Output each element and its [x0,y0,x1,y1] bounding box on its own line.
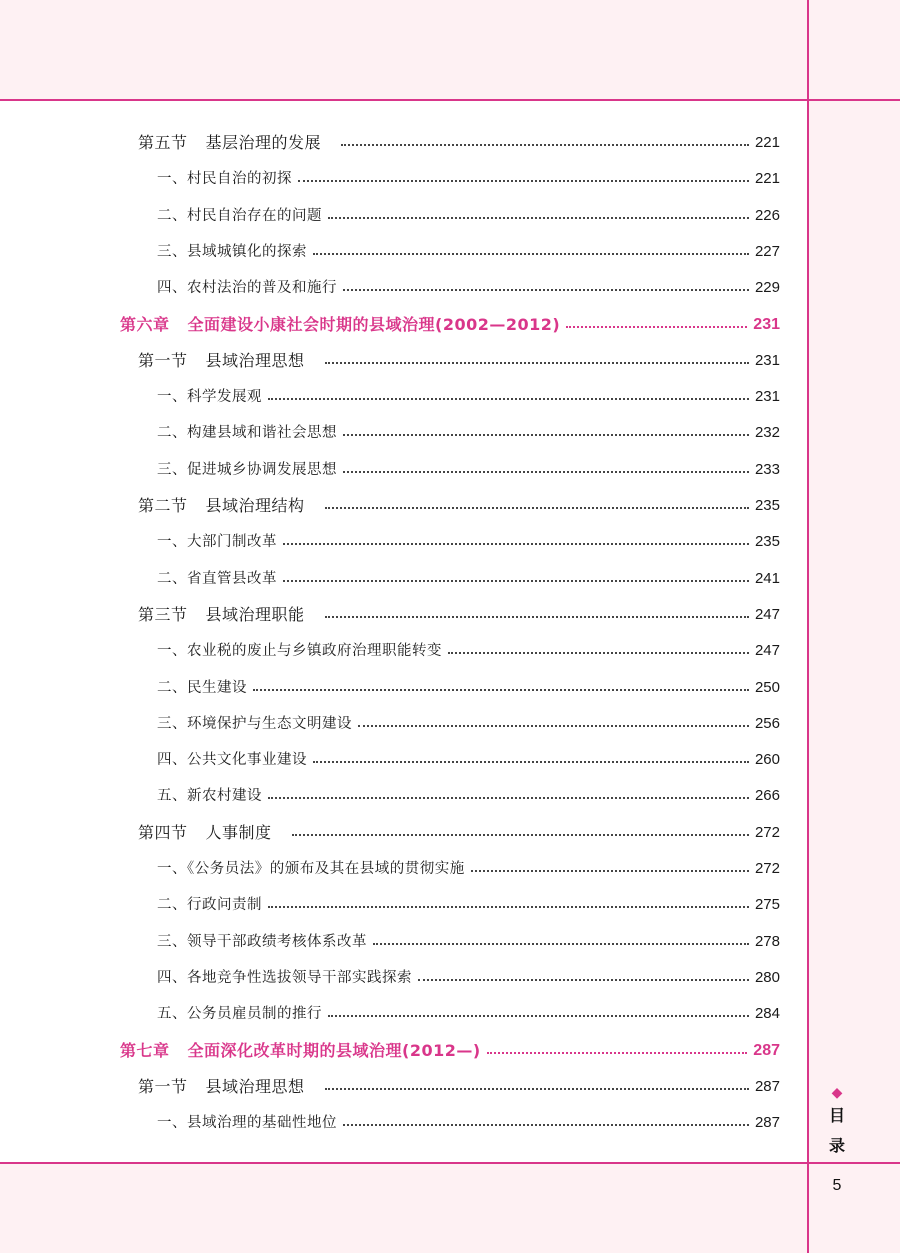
toc-leader-dots [343,1124,749,1126]
toc-page: 272 [754,860,780,877]
toc-title: 县域治理职能 [205,604,305,624]
toc-title: 五、公务员雇员制的推行 [157,1006,322,1023]
side-char-1: 目 [828,1106,845,1125]
toc-page: 235 [754,497,780,514]
toc-title: 三、促进城乡协调发展思想 [157,461,337,478]
toc-page: 229 [754,279,780,297]
toc-number: 第一节 [138,1076,188,1096]
toc-title: 二、构建县域和谐社会思想 [157,425,337,442]
toc-leader-dots [471,870,749,872]
toc-leader-dots [283,580,749,582]
side-char-2: 录 [828,1136,845,1155]
toc-page: 227 [754,242,780,260]
toc-page: 231 [754,351,780,369]
toc-page: 250 [754,678,780,696]
toc-number: 第二节 [138,496,188,515]
toc-leader-dots [325,1088,749,1090]
toc-leader-dots [268,797,749,799]
toc-leader-dots [313,253,749,255]
toc-leader-dots [358,725,749,727]
toc-leader-dots [268,398,749,400]
toc-leader-dots [418,979,749,981]
toc-page: 221 [754,170,780,188]
toc-title: 三、县域城镇化的探索 [157,243,307,260]
toc-leader-dots [343,434,749,436]
toc-item[interactable] [157,274,780,302]
diamond-icon: ◆ [831,1085,843,1101]
toc-item[interactable] [157,674,780,702]
toc-page: 287 [754,1077,780,1095]
toc-item[interactable] [157,565,780,593]
toc-leader-dots [268,906,749,908]
toc-title: 三、领导干部政绩考核体系改革 [157,933,367,950]
toc-page: 256 [754,714,780,732]
toc-chapter[interactable] [120,1037,780,1065]
toc-item[interactable] [157,383,780,411]
toc-number: 第六章 [120,314,170,334]
toc-page: 232 [754,424,780,442]
top-rule [0,99,900,101]
toc-page: 260 [754,751,780,769]
toc-title: 五、新农村建设 [157,788,262,805]
toc-title: 四、各地竞争性选拔领导干部实践探索 [157,969,412,986]
toc-title: 二、民生建设 [157,679,247,696]
toc-section[interactable] [138,601,780,629]
toc-item[interactable] [157,1109,780,1137]
toc-leader-dots [292,834,749,836]
bottom-rule [0,1162,900,1164]
toc-section[interactable] [138,347,780,375]
toc-title: 一、科学发展观 [157,389,262,406]
toc-leader-dots [325,507,749,509]
toc-page: 231 [753,315,780,333]
side-tab [822,1085,852,1161]
toc-page: 272 [754,823,780,841]
toc-page: 233 [754,460,780,478]
toc-title: 县域治理思想 [205,350,305,370]
toc-section[interactable] [138,492,780,520]
toc-item[interactable] [157,165,780,193]
toc-leader-dots [487,1052,748,1054]
toc-title: 县域治理结构 [205,496,305,515]
toc-number: 第七章 [120,1040,170,1060]
toc-leader-dots [343,289,749,291]
toc-page: 287 [754,1114,780,1132]
toc-title: 一、《公务员法》的颁布及其在县域的贯彻实施 [157,861,465,877]
toc-leader-dots [566,326,747,328]
toc-page: 221 [754,134,780,151]
toc-item[interactable] [157,710,780,738]
toc-title: 全面建设小康社会时期的县域治理(2002—2012) [187,314,561,334]
toc-leader-dots [298,180,749,182]
toc-page: 235 [754,533,780,551]
toc-title: 一、县域治理的基础性地位 [157,1115,337,1132]
toc-title: 县域治理思想 [205,1076,305,1096]
toc-item[interactable] [157,891,780,919]
toc-page: 287 [753,1041,780,1059]
toc-number: 第一节 [138,350,188,370]
toc-leader-dots [313,761,749,763]
toc-item[interactable] [157,419,780,447]
toc-number: 第四节 [138,822,188,842]
toc-title: 人事制度 [205,822,272,842]
toc-leader-dots [328,217,749,219]
toc-leader-dots [325,362,749,364]
toc-leader-dots [283,543,749,545]
toc-title: 二、村民自治存在的问题 [157,207,322,224]
toc-title: 二、行政问责制 [157,897,262,914]
toc-leader-dots [448,652,749,654]
toc-leader-dots [328,1015,749,1017]
toc-chapter[interactable] [120,311,780,339]
toc-item[interactable] [157,1000,780,1028]
toc-number: 第三节 [138,604,188,624]
toc-title: 一、农业税的废止与乡镇政府治理职能转变 [157,643,442,660]
toc-item[interactable] [157,746,780,774]
toc-title: 全面深化改革时期的县域治理(2012—) [187,1040,481,1060]
toc-title: 二、省直管县改革 [157,570,277,587]
toc-page: 247 [754,642,780,660]
toc-title: 基层治理的发展 [205,133,322,152]
toc-page: 226 [754,206,780,224]
toc-title: 四、农村法治的普及和施行 [157,280,337,297]
toc-item[interactable] [157,637,780,665]
toc-page: 284 [754,1005,780,1023]
toc-title: 一、村民自治的初探 [157,171,292,188]
toc-section[interactable] [138,1073,780,1101]
page-number: 5 [832,1177,842,1194]
toc-page: 266 [754,787,780,805]
toc-title: 一、大部门制改革 [157,534,277,551]
toc-item[interactable] [157,202,780,230]
toc-title: 四、公共文化事业建设 [157,752,307,769]
toc-title: 三、环境保护与生态文明建设 [157,715,352,732]
toc-leader-dots [343,471,749,473]
toc-page: 275 [754,896,780,914]
toc-item[interactable] [157,456,780,484]
toc-section[interactable] [138,819,780,847]
toc-page: 278 [754,932,780,950]
toc-page: 241 [754,569,780,587]
toc-number: 第五节 [138,133,188,152]
side-rule [807,0,809,1253]
toc-leader-dots [325,616,749,618]
toc-item[interactable] [157,855,780,883]
toc-page: 247 [754,605,780,623]
toc-item[interactable] [157,528,780,556]
toc-page: 280 [754,968,780,986]
toc-item[interactable] [157,928,780,956]
toc-item[interactable] [157,964,780,992]
toc-leader-dots [253,689,749,691]
toc-leader-dots [341,144,749,146]
toc-item[interactable] [157,238,780,266]
toc-page: 231 [754,388,780,406]
toc-section[interactable] [138,129,780,157]
toc-leader-dots [373,943,749,945]
toc-item[interactable] [157,782,780,810]
